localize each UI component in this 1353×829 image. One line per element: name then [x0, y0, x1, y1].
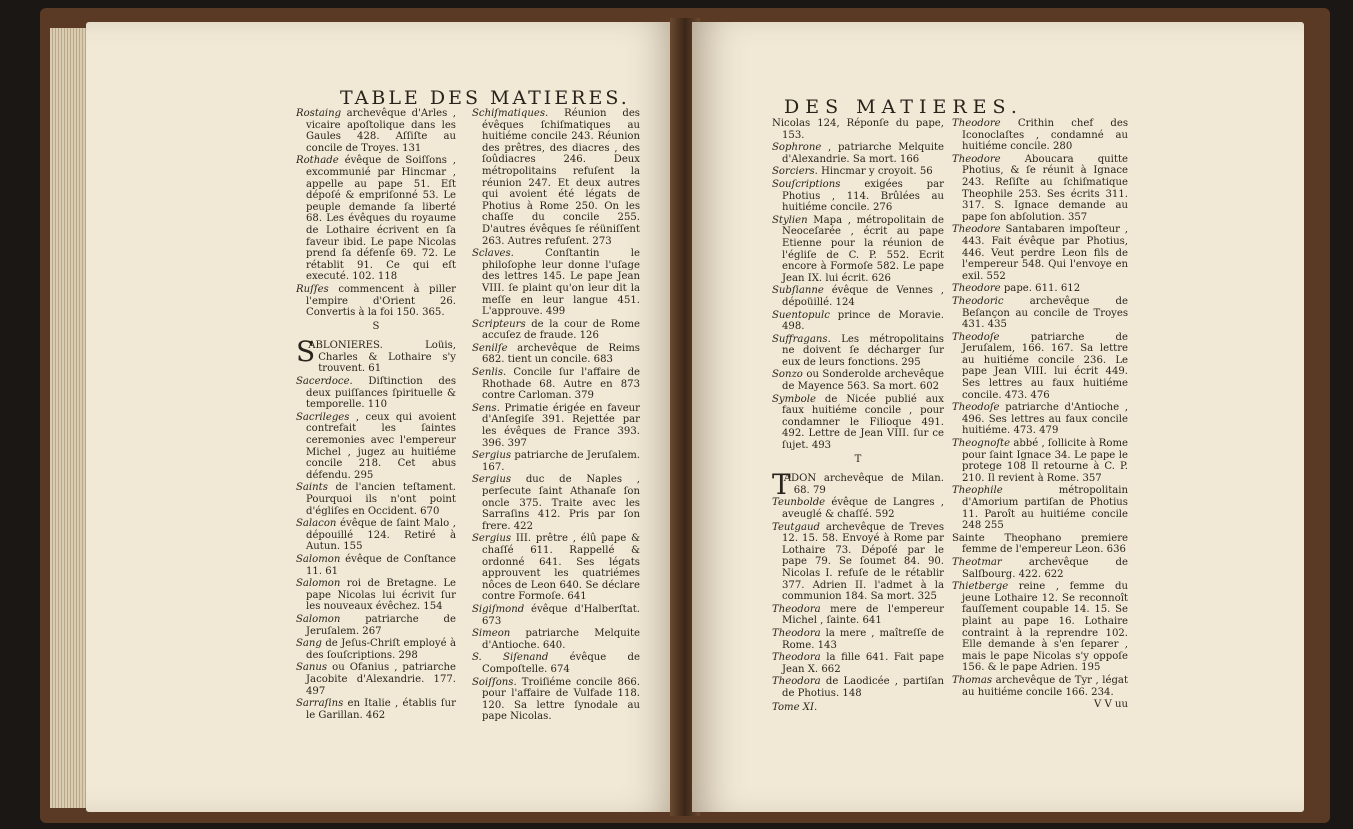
- left-page-header: TABLE DES MATIERES.: [340, 87, 630, 109]
- index-entry: [296, 155, 456, 283]
- open-book: [40, 8, 1330, 823]
- entry-keyword: Theodoſe: [952, 402, 1000, 414]
- entry-keyword: Senlis.: [472, 367, 507, 379]
- index-entry: [472, 604, 640, 627]
- entry-keyword: Saints: [296, 482, 328, 494]
- index-entry: [772, 628, 944, 651]
- index-entry: [472, 652, 640, 675]
- index-entry: [296, 376, 456, 411]
- index-entry: [772, 310, 944, 333]
- entry-keyword: Theodora: [772, 652, 821, 664]
- index-entry: [296, 518, 456, 553]
- entry-text: Santabaren impoſteur , 443. Fait évêque par Photius, 446. Veut perdre Leon fils de l'empereur 548. Qui l'envoye en exil. 552: [962, 224, 1128, 282]
- entry-text: Concile ſur l'affaire de Rhothade 68. Autre en 873 contre Carloman. 379: [482, 367, 640, 402]
- index-entry: [772, 166, 944, 178]
- index-entry: [472, 450, 640, 473]
- entry-keyword: Sens.: [472, 402, 500, 414]
- entry-text: commencent à piller l'empire d'Orient 26. Convertis à la foi 150. 365.: [306, 283, 456, 319]
- index-entry: [952, 557, 1128, 580]
- right-page-header: DES MATIERES.: [784, 96, 1023, 118]
- index-entry: [952, 118, 1128, 153]
- entry-text: Réunion des évêques ſchiſmatiques au huitiéme concile 243. Réunion des prêtres, des diacres , des ſoûdiacres 246. Deux métropolitains refuſent la réunion 247. Et deux autres qui avoient été légats de Photius à Rome 250. On les chaſſe du concile 255. D'autres évêques ſe réüniſſent 263. Autres refuſent. 273: [482, 108, 640, 247]
- index-entry: [772, 285, 944, 308]
- entry-text: archevêque de Salſbourg. 422. 622: [962, 556, 1128, 580]
- entry-text: roi de Bretagne. Le pape Nicolas lui écrivit ſur les nouveaux évêchez. 154: [306, 578, 456, 613]
- entry-keyword: Sophrone: [772, 142, 822, 154]
- entry-text: Primatie érigée en faveur d'Anſegiſe 391. Rejettée par les évêques de France 393. 396. 397: [482, 402, 640, 449]
- index-entry: [772, 497, 944, 520]
- entry-keyword: Sergius: [472, 533, 512, 545]
- entry-text: de Nicée publié aux faux huitiéme concile , pour condamner le Filioque 491. 492. Lettre de Jean VIII. ſur ce ſujet. 493: [782, 393, 944, 452]
- entry-keyword: Theodore: [952, 118, 1001, 129]
- index-entry: [772, 468, 944, 502]
- entry-keyword: Sang: [296, 638, 322, 650]
- entry-keyword: Stylien: [772, 214, 808, 226]
- volume-footer: Tome XI.: [772, 701, 818, 713]
- index-entry: [296, 698, 456, 721]
- entry-text: Aboucara quitte Photius, & ſe réunit à Ignace 243. Reſiſte au ſchiſmatique Theophile 253. Ses écrits 311. 317. S. Ignace demande au pape ſon abſolution. 357: [962, 153, 1128, 223]
- index-entry: [296, 578, 456, 613]
- index-entry: [952, 224, 1128, 282]
- entry-keyword: Rothade: [296, 155, 339, 167]
- index-entry: [296, 482, 456, 517]
- index-entry: [772, 369, 944, 392]
- entry-text: duc de Naples , perſecute ſaint Athanaſe ſon oncle 375. Traite avec les Sarraſins 412. Pris par ſon frere. 422: [482, 474, 640, 532]
- entry-text: évêque d'Halberſtat. 673: [482, 603, 640, 627]
- entry-text: archevêque de Reims 682. tient un concile. 683: [482, 342, 640, 366]
- entry-text: de l'ancien teſtament. Pourquoi ils n'ont point d'égliſes en Occident. 670: [306, 482, 456, 517]
- entry-keyword: Theotmar: [952, 556, 1002, 568]
- index-entry: [472, 367, 640, 402]
- index-entry: [296, 554, 456, 577]
- signature-mark: V V uu: [1094, 699, 1128, 711]
- entry-text: patriarche de Jeruſalem. 167.: [482, 450, 640, 473]
- entry-keyword: Sergius: [472, 474, 512, 486]
- drop-cap: S: [296, 335, 316, 369]
- entry-keyword: Sacerdoce.: [296, 376, 353, 388]
- entry-text: patriarche de Jeruſalem, 166. 167. Sa lettre au huitiéme concile 236. Le pape Jean VIII. lui écrit 449. Ses lettres au faux huitiéme concile. 473. 476: [962, 331, 1128, 401]
- entry-text: , ceux qui avoient contrefait les ſaintes ceremonies avec l'empereur Michel , jugez au huitiéme concile 218. Cet abus défendu. 295: [306, 411, 456, 481]
- entry-text: reine , femme du jeune Lothaire 12. Se reconnoît fauſſement coupable 14. 15. Se plaint au pape 16. Lothaire contraint à la reprendre 102. Elle demande à s'en ſeparer , mais le pape Nicolas s'y oppoſe 156. & le pape Adrien. 195: [962, 581, 1128, 674]
- index-entry: [952, 154, 1128, 224]
- drop-cap: T: [772, 468, 791, 502]
- entry-keyword: Theodoric: [952, 295, 1004, 307]
- entry-text: Crithin chef des Iconoclaſtes , condamné au huitiéme concile. 280: [962, 118, 1128, 153]
- entry-keyword: Sigiſmond: [472, 603, 525, 615]
- entry-text: évêque de Compoſtelle. 674: [482, 652, 640, 675]
- entry-keyword: Theodora: [772, 627, 821, 639]
- entry-keyword: Theodora: [772, 603, 821, 615]
- entry-keyword: Thietberge: [952, 581, 1009, 593]
- index-entry: [952, 296, 1128, 331]
- entry-keyword: Rostaing: [296, 108, 342, 119]
- entry-text: Nicolas 124, Réponſe du pape, 153.: [772, 118, 944, 141]
- index-entry: [952, 485, 1128, 531]
- entry-text: exigées par Photius , 114. Brûlées au huitiéme concile. 276: [782, 178, 944, 214]
- index-entry: [472, 108, 640, 247]
- index-entry: [952, 402, 1128, 437]
- index-entry: [472, 628, 640, 651]
- entry-keyword: Sonzo: [772, 369, 803, 381]
- entry-keyword: Subſianne: [772, 285, 824, 297]
- entry-text: Sainte Theophano premiere femme de l'empereur Leon. 636: [952, 532, 1128, 556]
- entry-keyword: Salacon: [296, 518, 337, 530]
- index-entry: [952, 675, 1128, 698]
- entry-text: ABLONIERES. Loüis, Charles & Lothaire s'y trouvent. 61: [308, 340, 456, 375]
- entry-keyword: Salomon: [296, 553, 341, 565]
- entry-keyword: Sclaves.: [472, 248, 514, 260]
- entry-text: ou Sonderolde archevêque de Mayence 563. Sa mort. 602: [782, 369, 944, 393]
- index-entry: [952, 283, 1128, 295]
- entry-text: de la cour de Rome accuſez de fraude. 126: [482, 318, 640, 342]
- entry-text: archevêque d'Arles , vicaire apoſtolique dans les Gaules 428. Aſſiſte au concile de Troyes. 131: [306, 108, 456, 154]
- index-entry: [472, 248, 640, 318]
- entry-text: évêque de Langres , aveuglé & chaſſé. 592: [782, 497, 944, 520]
- entry-text: Les métropolitains ne doivent ſe décharger ſur eux de leurs fonctions. 295: [782, 333, 944, 368]
- entry-text: Hincmar y croyoit. 56: [817, 166, 933, 178]
- right-column-1: [772, 118, 944, 713]
- entry-text: mere de l'empereur Michel , ſainte. 641: [782, 603, 944, 627]
- entry-keyword: Sorciers.: [772, 166, 818, 178]
- entry-keyword: S. Siſenand: [472, 652, 549, 664]
- index-entry: [772, 676, 944, 699]
- entry-keyword: Teutgaud: [772, 521, 820, 533]
- index-entry: [952, 332, 1128, 402]
- entry-text: métropolitain d'Amorium partiſan de Photius 11. Paroît au huitiéme concile 248 255: [962, 485, 1128, 532]
- entry-keyword: Theognoſte: [952, 438, 1011, 450]
- entry-keyword: Salomon: [296, 578, 341, 590]
- entry-text: patriarche Melquite d'Antioche. 640.: [482, 628, 640, 651]
- index-entry: [952, 581, 1128, 674]
- entry-keyword: Theodore: [952, 283, 1001, 295]
- entry-text: archevêque de Tyr , légat au huitiéme concile 166. 234.: [962, 674, 1128, 698]
- entry-text: évêque de ſaint Malo , dépouillé 124. Retiré à Autun. 155: [306, 518, 456, 553]
- entry-text: abbé , ſollicite à Rome pour ſaint Ignace 34. Le pape le protege 108 Il retourne à C. P. 210. Il revient à Rome. 357: [962, 438, 1128, 484]
- entry-keyword: Ruſſes: [296, 283, 329, 295]
- index-entry: [772, 394, 944, 452]
- entry-keyword: Sarraſins: [296, 698, 344, 710]
- index-entry: [472, 474, 640, 532]
- entry-keyword: Scripteurs: [472, 318, 526, 330]
- entry-text: Troiſiéme concile 866. pour l'affaire de Vulfade 118. 120. Sa lettre ſynodale au pape Nicolas.: [482, 676, 640, 723]
- entry-text: patriarche de Jeruſalem. 267: [306, 613, 456, 637]
- entry-text: la mere , maîtreſſe de Rome. 143: [782, 627, 944, 651]
- index-entry: [296, 412, 456, 482]
- index-entry: [472, 403, 640, 449]
- entry-text: Conſtantin le philoſophe leur donne l'uſage des lettres 145. Le pape Jean VIII. ſe plaint qu'on leur dit la meſſe en leur langue 451. L'approuve. 499: [482, 248, 640, 318]
- entry-keyword: Symbole: [772, 393, 816, 405]
- index-entry: [296, 108, 456, 154]
- entry-text: ADON archevêque de Milan. 68. 79: [783, 473, 944, 496]
- entry-keyword: Sanus: [296, 662, 328, 674]
- right-column-2: [952, 118, 1128, 711]
- index-entry: [296, 662, 456, 697]
- section-letter: S: [372, 320, 380, 332]
- index-entry: [772, 179, 944, 214]
- left-column-1: [296, 108, 456, 722]
- entry-text: archevêque de Treves 12. 15. 58. Envoyé à Rome par Lothaire 73. Dépoſé par le pape 79. Se ſoumet 84. 90. Nicolas I. refuſe de le rétablir 377. Adrien II. l'admet à la communion 184. Sa mort. 325: [782, 521, 944, 603]
- entry-text: patriarche d'Antioche , 496. Ses lettres au faux concile huitiéme. 473. 479: [962, 402, 1128, 437]
- index-entry: [772, 522, 944, 603]
- entry-keyword: Thomas: [952, 674, 993, 686]
- entry-text: en Italie , établis ſur le Garillan. 462: [306, 698, 456, 721]
- index-entry: [772, 215, 944, 285]
- left-page: [86, 22, 678, 812]
- entry-text: de Jeſus-Chriſt employé à des ſouſcriptions. 298: [306, 638, 456, 661]
- entry-keyword: Simeon: [472, 628, 511, 640]
- entry-keyword: Teunbolde: [772, 497, 826, 509]
- entry-text: Mapa , métropolitain de Neoceſarée , écrit au pape Etienne pour la réunion de l'égliſe de C. P. 552. Ecrit encore à Formoſe 582. Le pape Jean IX. lui écrit. 626: [782, 214, 944, 284]
- entry-keyword: Senilſe: [472, 342, 508, 354]
- entry-text: de Laodicée , partiſan de Photius. 148: [782, 676, 944, 699]
- entry-keyword: Soiſſons.: [472, 676, 517, 688]
- index-entry: [472, 343, 640, 366]
- entry-keyword: Theophile: [952, 485, 1003, 497]
- entry-keyword: Sacrileges: [296, 411, 350, 423]
- index-entry: [952, 533, 1128, 556]
- entry-keyword: Souſcriptions: [772, 178, 841, 190]
- entry-keyword: Suffragans.: [772, 333, 831, 345]
- index-entry: [772, 604, 944, 627]
- index-entry: [296, 614, 456, 637]
- index-entry: [472, 677, 640, 723]
- entry-keyword: Suentopulc: [772, 309, 830, 321]
- entry-keyword: Sergius: [472, 450, 512, 462]
- entry-text: Diſtinction des deux puiſſances ſpirituelle & temporelle. 110: [306, 376, 456, 411]
- entry-text: ou Ofanius , patriarche Jacobite d'Alexandrie. 177. 497: [306, 662, 456, 697]
- entry-keyword: Theodoſe: [952, 331, 1000, 343]
- right-page: [692, 22, 1304, 812]
- entry-keyword: Salomon: [296, 613, 341, 625]
- index-entry: [472, 319, 640, 342]
- entry-text: archevêque de Beſançon au concile de Troyes 431. 435: [962, 295, 1128, 331]
- index-entry: [952, 438, 1128, 484]
- entry-text: prince de Moravie. 498.: [782, 309, 944, 333]
- entry-text: évêque de Soiſſons , excommunié par Hincmar , appelle au pape 51. Eſt dépoſé & empriſonné 53. Le peuple demande ſa liberté 68. Les évêques du royaume de Lothaire écrivent en ſa faveur ibid. Le pape Nicolas prend ſa défenſe 69. 72. Le rétablit 91. Ce qui eſt executé. 102. 118: [306, 155, 456, 283]
- entry-text: évêque de Vennes , dépoüillé. 124: [782, 285, 944, 308]
- entry-keyword: Theodore: [952, 153, 1001, 165]
- entry-text: pape. 611. 612: [1000, 283, 1081, 295]
- index-entry: [296, 335, 456, 375]
- index-entry: [296, 284, 456, 319]
- entry-text: III. prêtre , élû pape & chaſſé 611. Rappellé & ordonné 641. Ses légats approuvent les quatriémes nôces de Leon 640. Se déclare contre Formoſe. 641: [482, 533, 640, 603]
- index-entry: [772, 334, 944, 369]
- entry-keyword: Schiſmatiques.: [472, 108, 549, 119]
- page-edges: [50, 28, 90, 808]
- entry-keyword: Theodora: [772, 676, 821, 688]
- entry-keyword: Theodore: [952, 224, 1001, 236]
- entry-text: la fille 641. Fait pape Jean X. 662: [782, 652, 944, 675]
- index-entry: [772, 142, 944, 165]
- left-column-2: [472, 108, 640, 724]
- index-entry: [772, 118, 944, 141]
- entry-text: , patriarche Melquite d'Alexandrie. Sa mort. 166: [782, 142, 944, 165]
- section-letter: T: [854, 453, 862, 465]
- index-entry: [772, 652, 944, 675]
- index-entry: [296, 638, 456, 661]
- entry-text: évêque de Conſtance 11. 61: [306, 553, 456, 577]
- index-entry: [472, 533, 640, 603]
